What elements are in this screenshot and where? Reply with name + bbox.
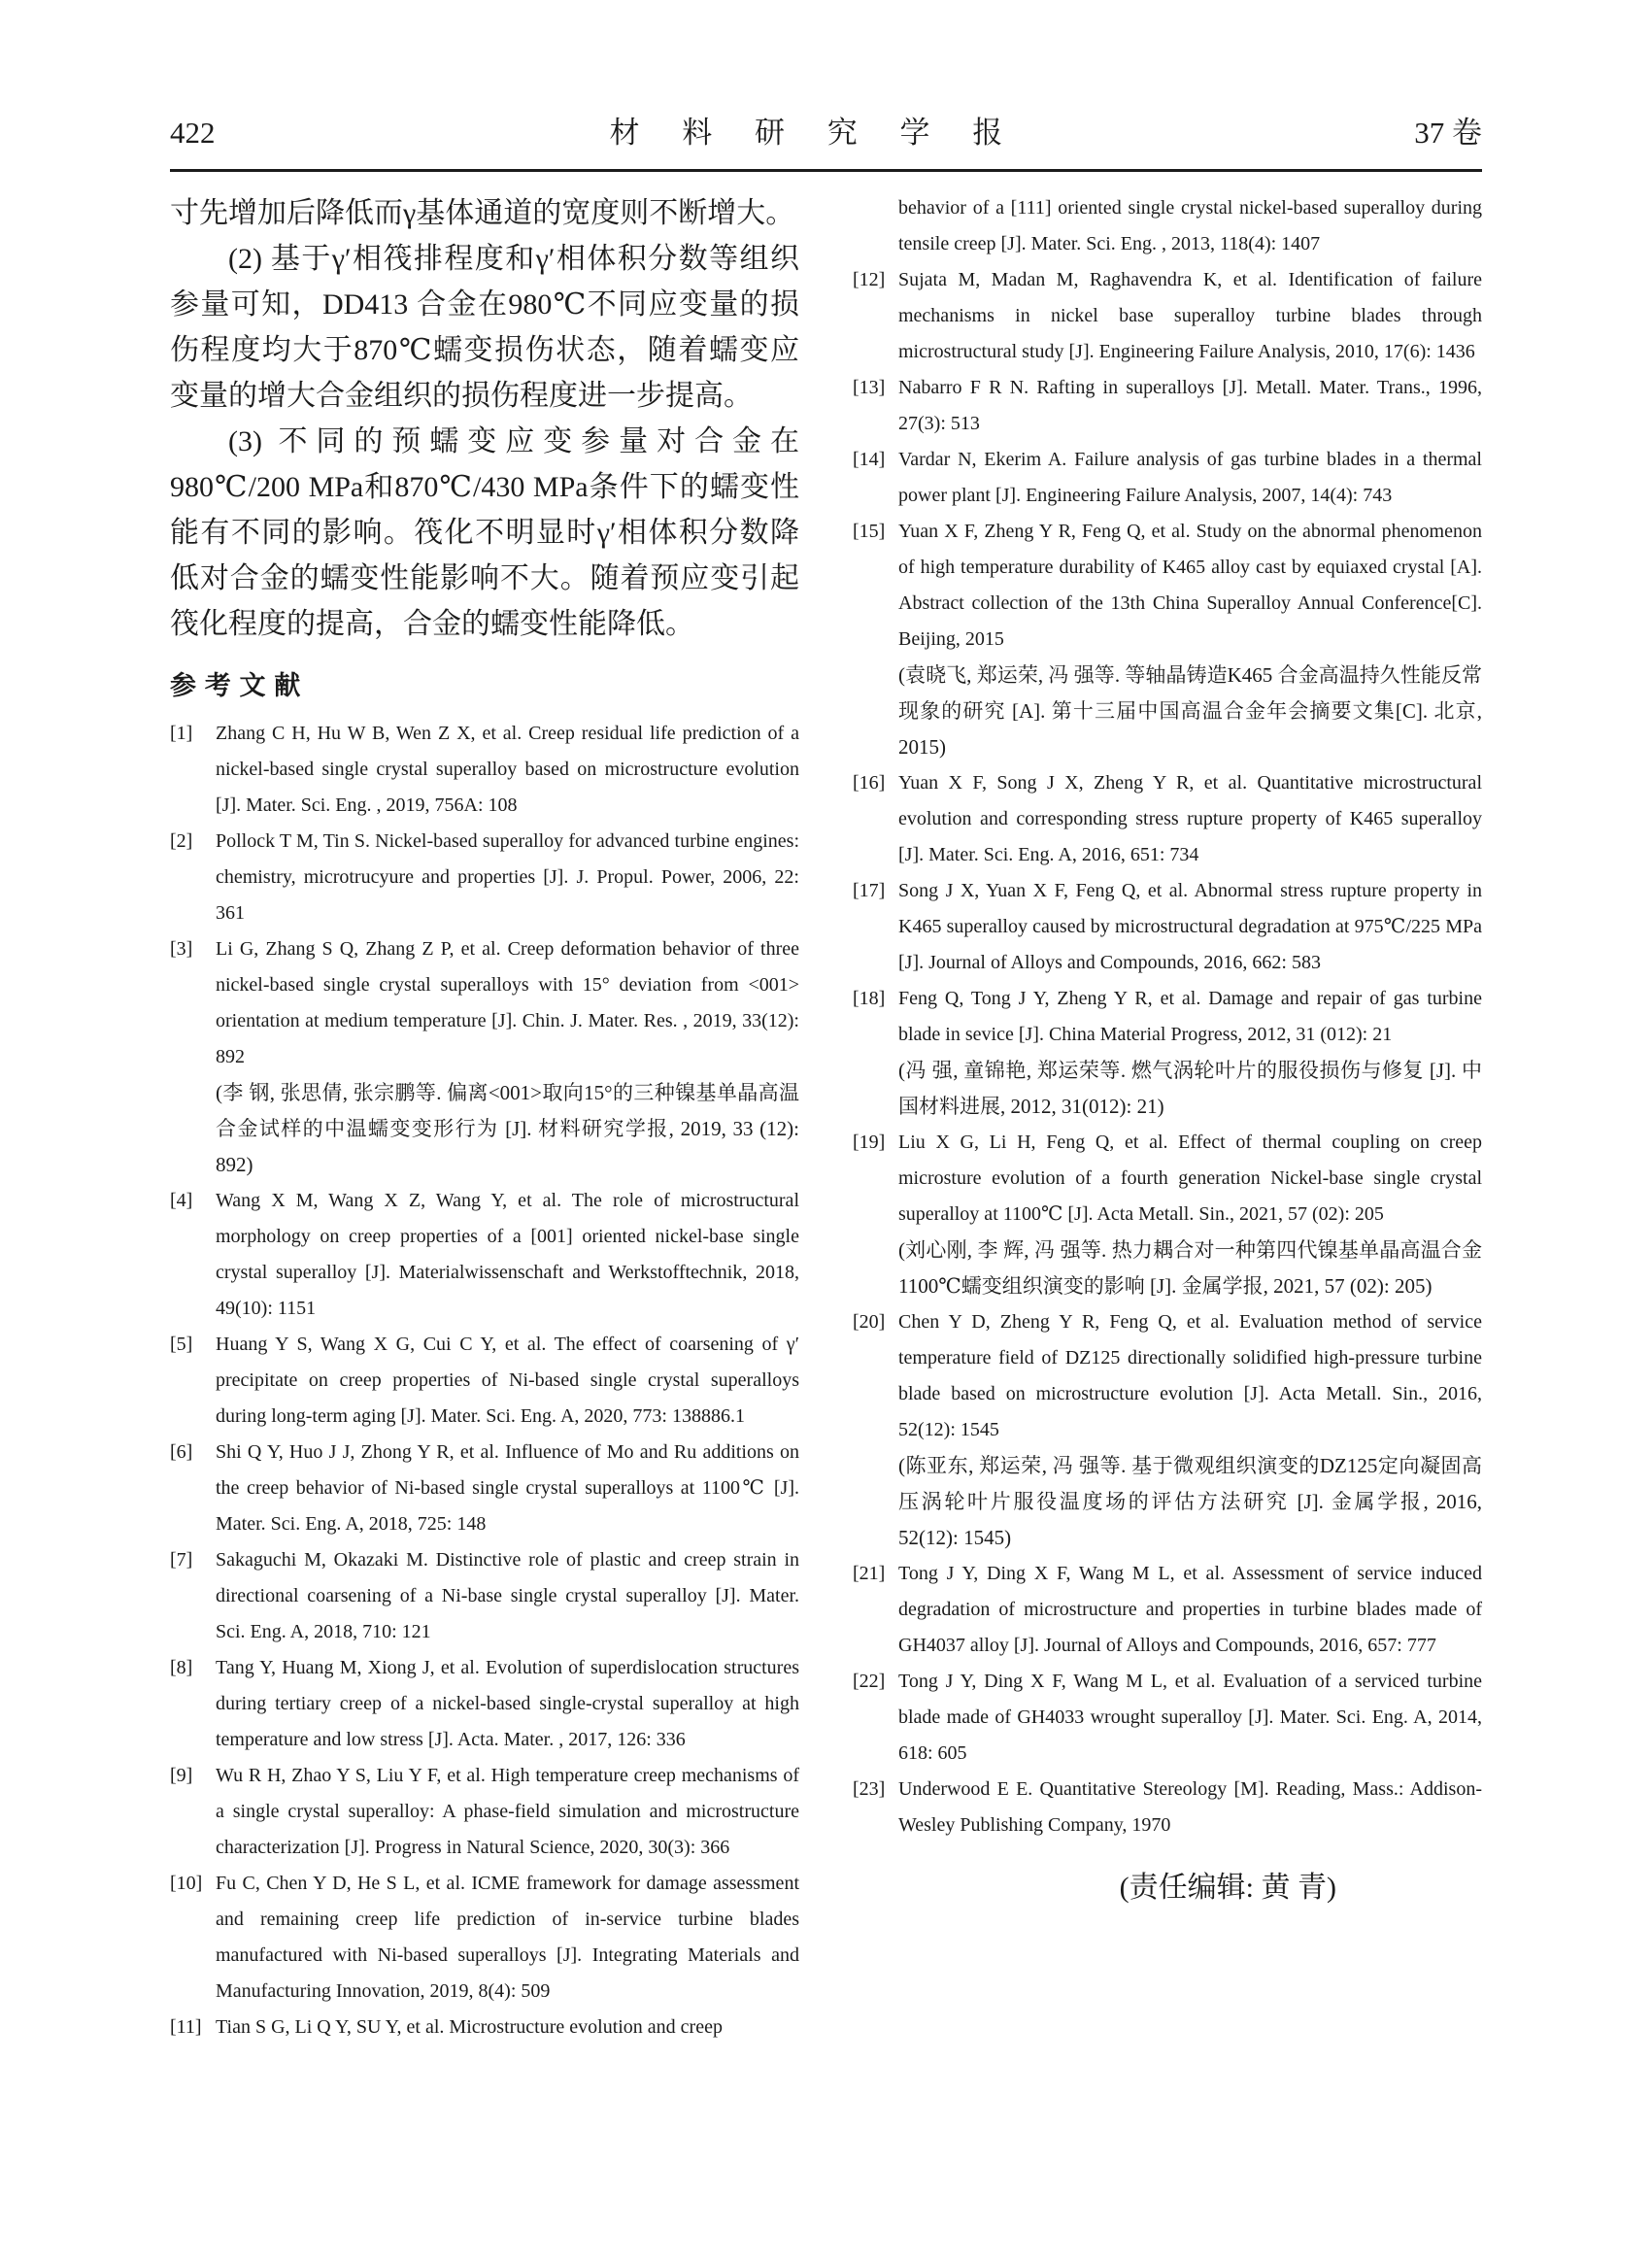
reference-item bbox=[170, 2010, 799, 2045]
reference-number: [8] bbox=[170, 1657, 193, 1678]
reference-number: [14] bbox=[853, 449, 886, 470]
reference-text: [9] Wu R H, Zhao Y S, Liu Y F, et al. High temperature creep mechanisms of a single crystal superalloy: A phase-field simulation and microstructure characterization [J]. Progress in Natural Science, 2020, 30(3): 366 bbox=[216, 1758, 799, 1866]
intro-paragraph: 寸先增加后降低而γ基体通道的宽度则不断增大。 bbox=[170, 197, 795, 229]
reference-number: [4] bbox=[170, 1190, 193, 1211]
reference-number: [20] bbox=[853, 1311, 886, 1333]
reference-item bbox=[170, 1542, 799, 1650]
reference-item bbox=[853, 370, 1482, 442]
page-number: 422 bbox=[170, 116, 216, 150]
reference-item bbox=[853, 514, 1482, 765]
reference-number: [16] bbox=[853, 772, 886, 794]
reference-number: [6] bbox=[170, 1441, 193, 1463]
reference-number: [9] bbox=[170, 1765, 193, 1786]
reference-text: behavior of a [111] oriented single crystal nickel-based superalloy during tensile creep [J]. Mater. Sci. Eng. , 2013, 118(4): 1407 bbox=[898, 197, 1482, 254]
reference-item bbox=[170, 716, 799, 824]
reference-text: [10] Fu C, Chen Y D, He S L, et al. ICME framework for damage assessment and remaining creep life prediction of in-service turbine blades manufactured with Ni-based superalloys [J]. Integrating Materials and Manufacturing Innovation, 2019, 8(4): 509 bbox=[216, 1866, 799, 2010]
header-rule bbox=[170, 169, 1482, 172]
reference-number: [19] bbox=[853, 1132, 886, 1153]
reference-chinese-translation: (李 钢, 张思倩, 张宗鹏等. 偏离<001>取向15°的三种镍基单晶高温合金试样的中温蠕变变形行为 [J]. 材料研究学报, 2019, 33 (12): 892) bbox=[216, 1081, 799, 1176]
reference-item bbox=[853, 262, 1482, 370]
reference-text: [18] Feng Q, Tong J Y, Zheng Y R, et al. Damage and repair of gas turbine blade in sevice [J]. China Material Progress, 2012, 31 (012): 21 bbox=[898, 981, 1482, 1053]
reference-text: [5] Huang Y S, Wang X G, Cui C Y, et al. The effect of coarsening of γ′ precipitate on creep properties of Ni-based single crystal superalloys during long-term aging [J]. Mater. Sci. Eng. A, 2020, 773: 138886.1 bbox=[216, 1327, 799, 1435]
reference-item bbox=[853, 873, 1482, 981]
reference-text: [14] Vardar N, Ekerim A. Failure analysis of gas turbine blades in a thermal power plant [J]. Engineering Failure Analysis, 2007, 14(4): 743 bbox=[898, 442, 1482, 514]
reference-item bbox=[853, 1664, 1482, 1772]
references-list-right bbox=[853, 262, 1482, 1843]
reference-number: [2] bbox=[170, 830, 193, 852]
reference-text: [20] Chen Y D, Zheng Y R, Feng Q, et al. Evaluation method of service temperature field of DZ125 directionally solidified high-pressure turbine blade based on microstructure evolution [J]. Acta Metall. Sin., 2016, 52(12): 1545 bbox=[898, 1304, 1482, 1448]
reference-text: [16] Yuan X F, Song J X, Zheng Y R, et al. Quantitative microstructural evolution and corresponding stress rupture property of K465 superalloy [J]. Mater. Sci. Eng. A, 2016, 651: 734 bbox=[898, 765, 1482, 873]
reference-text: [19] Liu X G, Li H, Feng Q, et al. Effect of thermal coupling on creep microsture evolution of a fourth generation Nickel-base single crystal superalloy at 1100℃ [J]. Acta Metall. Sin., 2021, 57 (02): 205 bbox=[898, 1125, 1482, 1233]
reference-text: [2] Pollock T M, Tin S. Nickel-based superalloy for advanced turbine engines: chemistry, microtrucyure and properties [J]. J. Propul. Power, 2006, 22: 361 bbox=[216, 824, 799, 931]
reference-text: [12] Sujata M, Madan M, Raghavendra K, et al. Identification of failure mechanisms in nickel base superalloy turbine blades through microstructural study [J]. Engineering Failure Analysis, 2010, 17(6): 1436 bbox=[898, 262, 1482, 370]
reference-item bbox=[853, 1556, 1482, 1664]
reference-item bbox=[170, 1435, 799, 1542]
reference-chinese-translation: (刘心刚, 李 辉, 冯 强等. 热力耦合对一种第四代镍基单晶高温合金 1100℃蠕变组织演变的影响 [J]. 金属学报, 2021, 57 (02): 205) bbox=[898, 1238, 1482, 1298]
reference-number: [21] bbox=[853, 1563, 886, 1584]
editor-note: (责任编辑: 黄 青) bbox=[1119, 1872, 1336, 1904]
reference-item bbox=[170, 1183, 799, 1327]
reference-number: [1] bbox=[170, 723, 193, 744]
reference-number: [12] bbox=[853, 269, 886, 290]
reference-number: [18] bbox=[853, 988, 886, 1009]
reference-number: [3] bbox=[170, 938, 193, 960]
left-column bbox=[170, 190, 799, 2045]
journal-title: 材 料 研 究 学 报 bbox=[609, 116, 1021, 150]
reference-number: [13] bbox=[853, 377, 886, 398]
reference-item bbox=[170, 1758, 799, 1866]
reference-item bbox=[853, 1125, 1482, 1304]
reference-item bbox=[853, 765, 1482, 873]
reference-text: [7] Sakaguchi M, Okazaki M. Distinctive role of plastic and creep strain in directional coarsening of a Ni-base single crystal superalloy [J]. Mater. Sci. Eng. A, 2018, 710: 121 bbox=[216, 1542, 799, 1650]
reference-text: [6] Shi Q Y, Huo J J, Zhong Y R, et al. Influence of Mo and Ru additions on the creep behavior of Ni-based single crystal superalloys at 1100℃ [J]. Mater. Sci. Eng. A, 2018, 725: 148 bbox=[216, 1435, 799, 1542]
reference-item bbox=[170, 824, 799, 931]
reference-item bbox=[170, 1866, 799, 2010]
references-heading: 参 考 文 献 bbox=[170, 671, 302, 700]
reference-number: [10] bbox=[170, 1873, 203, 1894]
reference-text: [17] Song J X, Yuan X F, Feng Q, et al. Abnormal stress rupture property in K465 superalloy caused by microstructural degradation at 975℃/225 MPa [J]. Journal of Alloys and Compounds, 2016, 662: 583 bbox=[898, 873, 1482, 981]
reference-item bbox=[853, 1772, 1482, 1843]
intro-paragraphs bbox=[170, 190, 799, 647]
reference-item bbox=[853, 1304, 1482, 1556]
reference-chinese-translation: (冯 强, 童锦艳, 郑运荣等. 燃气涡轮叶片的服役损伤与修复 [J]. 中国材料进展, 2012, 31(012): 21) bbox=[898, 1059, 1482, 1118]
intro-paragraph: (3) 不同的预蠕变应变参量对合金在980℃/200 MPa和870℃/430 MPa条件下的蠕变性能有不同的影响。筏化不明显时γ′相体积分数降低对合金的蠕变性能影响不大。随着预应变引起筏化程度的提高，合金的蠕变性能降低。 bbox=[170, 425, 799, 640]
reference-number: [22] bbox=[853, 1671, 886, 1692]
reference-number: [17] bbox=[853, 880, 886, 901]
reference-number: [7] bbox=[170, 1549, 193, 1571]
reference-text: [3] Li G, Zhang S Q, Zhang Z P, et al. Creep deformation behavior of three nickel-based single crystal superalloys with 15° deviation from <001> orientation at medium temperature [J]. Chin. J. Mater. Res. , 2019, 33(12): 892 bbox=[216, 931, 799, 1075]
reference-text: [13] Nabarro F R N. Rafting in superalloys [J]. Metall. Mater. Trans., 1996, 27(3): 513 bbox=[898, 370, 1482, 442]
reference-chinese-translation: (陈亚东, 郑运荣, 冯 强等. 基于微观组织演变的DZ125定向凝固高压涡轮叶片服役温度场的评估方法研究 [J]. 金属学报, 2016, 52(12): 1545) bbox=[898, 1454, 1482, 1549]
reference-number: [23] bbox=[853, 1778, 886, 1800]
reference-number: [5] bbox=[170, 1334, 193, 1355]
reference-item bbox=[853, 442, 1482, 514]
volume-number: 37 卷 bbox=[1414, 116, 1482, 150]
reference-text: [15] Yuan X F, Zheng Y R, Feng Q, et al. Study on the abnormal phenomenon of high temperature durability of K465 alloy cast by equiaxed crystal [A]. Abstract collection of the 13th China Superalloy Annual Conference[C]. Beijing, 2015 bbox=[898, 514, 1482, 658]
reference-item bbox=[170, 1327, 799, 1435]
right-column bbox=[853, 190, 1482, 1908]
reference-text: [23] Underwood E E. Quantitative Stereology [M]. Reading, Mass.: Addison-Wesley Publishing Company, 1970 bbox=[898, 1772, 1482, 1843]
reference-chinese-translation: (袁晓飞, 郑运荣, 冯 强等. 等轴晶铸造K465 合金高温持久性能反常现象的研究 [A]. 第十三届中国高温合金年会摘要文集[C]. 北京, 2015) bbox=[898, 663, 1482, 759]
reference-item bbox=[170, 1650, 799, 1758]
references-list-left bbox=[170, 716, 799, 2045]
reference-text: [4] Wang X M, Wang X Z, Wang Y, et al. The role of microstructural morphology on creep properties of a [001] oriented nickel-base single crystal superalloy [J]. Materialwissenschaft and Werkstofftechnik, 2018, 49(10): 1151 bbox=[216, 1183, 799, 1327]
reference-item bbox=[853, 981, 1482, 1125]
reference-text: [21] Tong J Y, Ding X F, Wang M L, et al. Assessment of service induced degradation of microstructure and properties in turbine blades made of GH4037 alloy [J]. Journal of Alloys and Compounds, 2016, 657: 777 bbox=[898, 1556, 1482, 1664]
page-header bbox=[170, 113, 1482, 153]
reference-item bbox=[170, 931, 799, 1183]
reference-text: [22] Tong J Y, Ding X F, Wang M L, et al. Evaluation of a serviced turbine blade made of GH4033 wrought superalloy [J]. Mater. Sci. Eng. A, 2014, 618: 605 bbox=[898, 1664, 1482, 1772]
reference-text: [8] Tang Y, Huang M, Xiong J, et al. Evolution of superdislocation structures during tertiary creep of a nickel-based single-crystal superalloy at high temperature and low stress [J]. Acta. Mater. , 2017, 126: 336 bbox=[216, 1650, 799, 1758]
reference-number: [11] bbox=[170, 2016, 202, 2038]
intro-paragraph: (2) 基于γ′相筏排程度和γ′相体积分数等组织参量可知，DD413 合金在980℃不同应变量的损伤程度均大于870℃蠕变损伤状态，随着蠕变应变量的增大合金组织的损伤程度进一步提高。 bbox=[170, 243, 799, 412]
reference-text: [1] Zhang C H, Hu W B, Wen Z X, et al. Creep residual life prediction of a nickel-based single crystal superalloy based on microstructure evolution [J]. Mater. Sci. Eng. , 2019, 756A: 108 bbox=[216, 716, 799, 824]
reference-number: [15] bbox=[853, 521, 886, 542]
reference-continuation bbox=[853, 190, 1482, 262]
reference-text: [11] Tian S G, Li Q Y, SU Y, et al. Microstructure evolution and creep bbox=[216, 2010, 799, 2045]
